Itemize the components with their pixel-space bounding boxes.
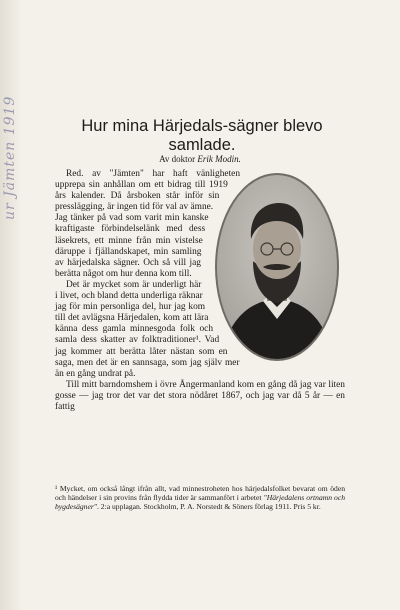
portrait (209, 169, 345, 365)
article-body (55, 169, 345, 413)
footnote-rest: . 2:a upplagan. Stockholm, P. A. Norstedt & Söners förlag 1911. Pris 5 kr. (97, 502, 321, 512)
paragraph: Till mitt barndomshem i övre Ångermanland kom en gång då jag var liten gosse — jag tror det var det stora nödåret 1867, och jag var då 5 år — en fattig (55, 379, 345, 412)
author-name: Erik Modin. (197, 154, 241, 164)
footnote-book-title: "Härjedalens ortnamn och bygdesägner" (55, 493, 346, 512)
handwritten-note: ur Jämten 1919 (2, 95, 18, 220)
byline (0, 154, 400, 164)
byline-prefix: Av doktor (159, 154, 196, 164)
paragraph: Det är mycket som är underligt här i livet, och bland detta underliga räknar jag för min personliga del, hur jag kom till det avlägsna Härjedalen, kom att lära känna dess gamla minnesgoda folk och samla dess skatter av folktraditioner¹. Vad jag kommer att berätta låter nästan som en saga, men det är en sannsaga, som jag själv mer än en gång undrat på. (55, 279, 240, 379)
paragraph-text: Red. av "Jämten" har haft vänligheten upprepa sin anhållan om ett bidrag till 1919 års kalender. Då årsboken står inför sin presslägging, är ingen tid för val av ämne. Jag tänker på vad som varit min kanske kraftigaste förbindelselänk med dess läsekrets, ett minne från min vistelse däruppe i fjällandskapet, min samling av härjedalska sägner. Och så vill jag berätta något om hur denna kom till. (55, 169, 241, 279)
page-title: Hur mina Härjedals-sägner blevo samlade. (81, 117, 323, 154)
footnote (55, 484, 345, 512)
footnote-text: ¹ Mycket, om också långt ifrån allt, vad minnestroheten hos härjedalsfolket bevarat om öden och händelser i sin provins från flydda tider är sammanfört i arbetet (55, 484, 345, 503)
oval-portrait-photo-icon (209, 169, 345, 365)
paragraph (55, 169, 345, 280)
